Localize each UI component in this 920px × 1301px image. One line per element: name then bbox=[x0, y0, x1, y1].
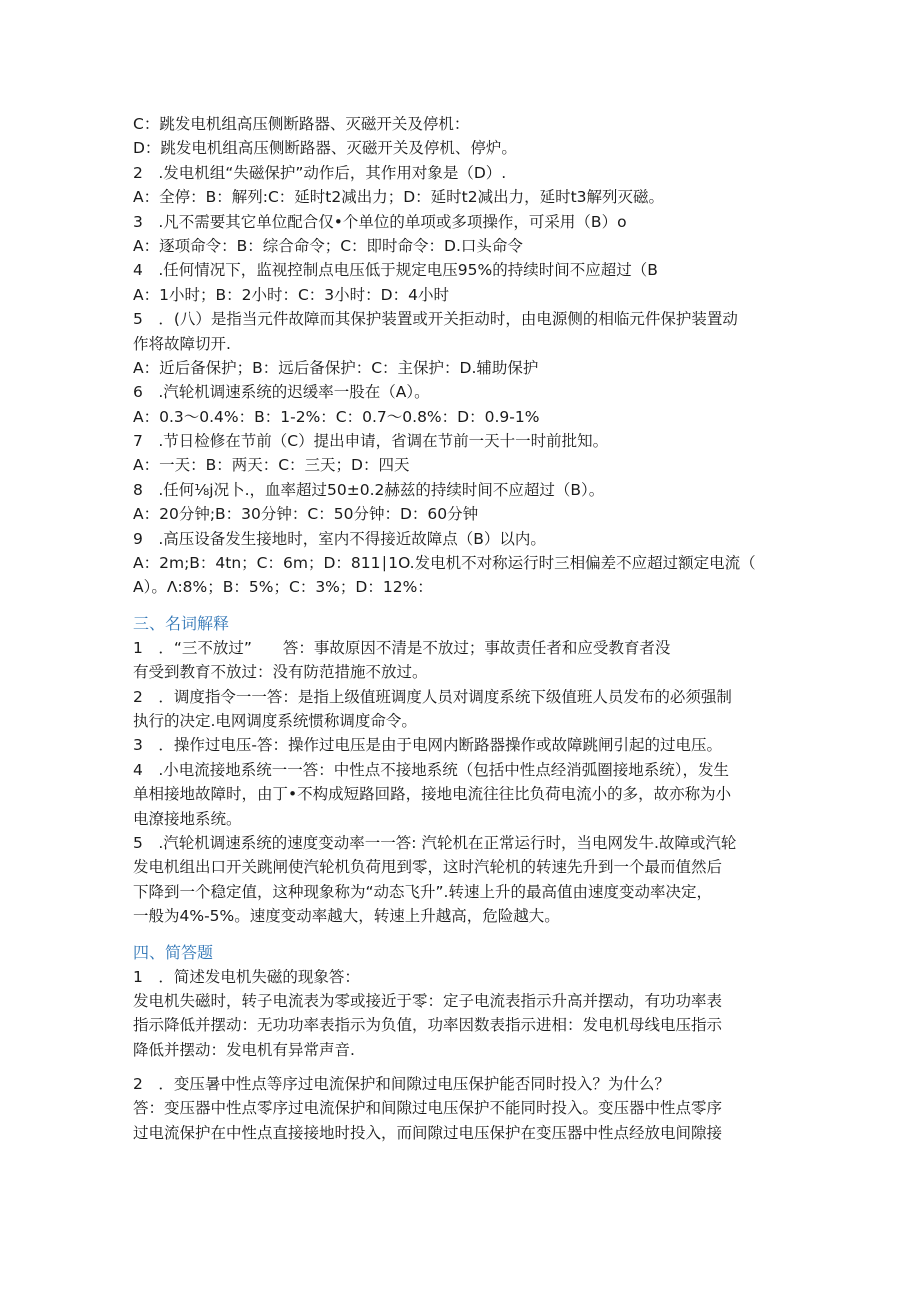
text-line: 过电流保护在中性点直接接地时投入，而间隙过电压保护在变压器中性点经放电间隙接 bbox=[133, 1123, 723, 1142]
text-line: 2 ．调度指令一一答：是指上级值班调度人员对调度系统下级值班人员发布的必须强制 bbox=[133, 687, 732, 706]
text-line: 发电机组出口开关跳闸使汽轮机负荷甩到零，这时汽轮机的转速先升到一个最而值然后 bbox=[133, 858, 723, 877]
text-line: A：0.3〜0.4%：B：1-2%：C：0.7〜0.8%：D：0.9-1% bbox=[133, 407, 540, 426]
text-line: C：跳发电机组高压侧断路器、灭磁开关及停机： bbox=[133, 115, 470, 133]
text-line: 下降到一个稳定值，这种现象称为“动态飞升”.转速上升的最高值由速度变动率决定， bbox=[133, 882, 712, 901]
text-line: 4 .小电流接地系统一一答：中性点不接地系统（包括中性点经消弧圈接地系统），发生 bbox=[133, 760, 730, 779]
text-line: A：一天：B：两天：C：三天；D：四天 bbox=[133, 456, 410, 475]
text-line: A：20分钟;B：30分钟：C：50分钟：D：60分钟 bbox=[133, 505, 479, 524]
text-line: 2 ．变压暑中性点等序过电流保护和间隙过电压保护能否同时投入？为什么？ bbox=[133, 1075, 670, 1094]
text-line: 4 .任何情况下，监视控制点电压低于规定电压95%的持续时间不应超过（B bbox=[133, 261, 658, 280]
terms-section bbox=[133, 612, 793, 929]
text-line: A：1小时；B：2小时：C：3小时：D：4小时 bbox=[133, 285, 449, 304]
text-line: A：2m;B：4tn；C：6m；D：811∣1O.发电机不对称运行时三相偏差不应超过额定电流（ bbox=[133, 554, 756, 573]
text-line: 电潦接地系统。 bbox=[133, 809, 242, 828]
text-line: A）。Λ:8%；B：5%；C：3%；D：12%： bbox=[133, 578, 433, 597]
text-line: 6 .汽轮机调速系统的迟缓率一股在（A）。 bbox=[133, 383, 430, 402]
text-line: 3 ．操作过电压-答：操作过电压是由于电网内断路器操作或故障跳闸引起的过电压。 bbox=[133, 736, 722, 755]
text-line: 8 .任何⅛j况卜.，血率超过50±0.2赫兹的持续时间不应超过（B）。 bbox=[133, 480, 605, 499]
document-page bbox=[133, 112, 793, 1145]
text-line: A：近后备保护；B：远后备保护：C：主保护：D.辅助保护 bbox=[133, 358, 539, 377]
text-line: A：全停：B：解列:C：延时t2减出力；D：延时t2减出力，延时t3解列灭磁。 bbox=[133, 188, 665, 207]
text-line: 9 .高压设备发生接地时，室内不得接近故障点（B）以内。 bbox=[133, 529, 546, 548]
text-line: 执行的决定.电网调度系统惯称调度命令。 bbox=[133, 711, 417, 730]
choice-section bbox=[133, 112, 793, 600]
text-line: 7 .节日检修在节前（C）提出申请，省调在节前一天十一时前批知。 bbox=[133, 432, 609, 451]
text-line: 1 ．简述发电机失磁的现象答： bbox=[133, 967, 360, 986]
text-line: A：逐项命令：B：综合命令；C：即时命令：D.口头命令 bbox=[133, 236, 523, 255]
text-line: 降低并摆动：发电机有异常声音. bbox=[133, 1040, 355, 1059]
text-line: 5 .汽轮机调速系统的速度变动率一一答: 汽轮机在正常运行时，当电网发牛.故障或汽轮 bbox=[133, 833, 737, 852]
text-line: 单相接地故障时，由丁•不构成短路回路，接地电流往往比负荷电流小的多，故亦称为小 bbox=[133, 785, 732, 804]
text-line: 一般为4%-5%。速度变动率越大，转速上升越高，危险越大。 bbox=[133, 907, 560, 926]
text-line: 作将故障切开. bbox=[133, 334, 231, 353]
text-line: 1 ．“三不放过” 答：事故原因不清是不放过；事故责任者和应受教育者没 bbox=[133, 638, 671, 657]
text-line: 2 .发电机组“失磁保护”动作后，其作用对象是（D）. bbox=[133, 163, 507, 182]
text-line: 指示降低并摆动：无功功率表指示为负值，功率因数表指示进相：发电机母线电压指示 bbox=[133, 1016, 723, 1035]
text-line: 答：变压器中性点零序过电流保护和间隙过电压保护不能同时投入。变压器中性点零序 bbox=[133, 1099, 723, 1118]
text-line: 5 ．(八）是指当元件故障而其保护装置或开关拒动时，由电源侧的相临元件保护装置动 bbox=[133, 310, 738, 329]
text-line: 发电机失磁时，转子电流表为零或接近于零：定子电流表指示升高并摆动，有功功率表 bbox=[133, 991, 723, 1010]
text-line: 3 .凡不需要其它单位配合仅•个单位的单项或多项操作，可采用（B）o bbox=[133, 212, 627, 231]
text-line: D：跳发电机组高压侧断路器、灭磁开关及停机、停炉。 bbox=[133, 139, 517, 158]
section-heading: 三、名词解释 bbox=[133, 613, 230, 633]
section-heading: 四、简答题 bbox=[133, 942, 214, 962]
short-answer-section bbox=[133, 941, 793, 1146]
text-line: 有受到教育不放过：没有防范措施不放过。 bbox=[133, 663, 428, 682]
